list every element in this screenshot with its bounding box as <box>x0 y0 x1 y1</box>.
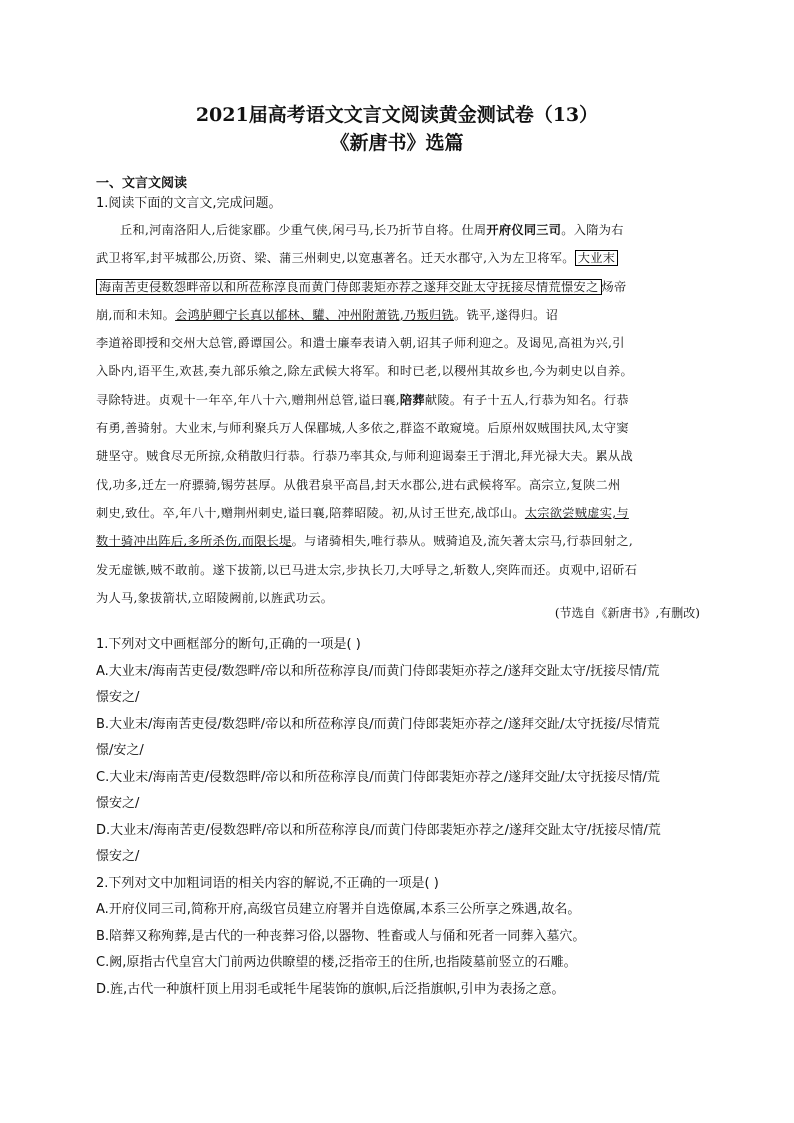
passage-text: 武卫将军,封平城郡公,历资、梁、蒲三州刺史,以宽惠著名。迁天水郡守,入为左卫将军。 <box>96 251 575 266</box>
page-subtitle: 《新唐书》选篇 <box>330 132 464 154</box>
underlined-text: 数十骑冲出阵后,多所杀伤,而限长堤 <box>96 534 292 549</box>
source-note: (节选自《新唐书》,有删改) <box>554 606 700 620</box>
boxed-text: 大业末 <box>575 250 618 266</box>
instruction: 1.阅读下面的文言文,完成问题。 <box>96 196 282 211</box>
passage-line <box>96 216 700 244</box>
passage-text: 寻除特进。贞观十一年卒,年八十六,赠荆州总管,谥曰襄, <box>96 392 400 407</box>
passage-line <box>96 386 700 414</box>
passage-text: 刺史,致仕。卒,年八十,赠荆州刺史,谥曰襄,陪葬昭陵。初,从讨王世充,战邙山。 <box>96 505 525 520</box>
option-c: C.阙,原指古代皇宫大门前两边供瞭望的楼,泛指帝王的住所,也指陵墓前竖立的石雕。 <box>96 955 577 970</box>
option-b-cont: 憬/安之/ <box>96 743 144 758</box>
option-d: D.大业末/海南苦吏/侵数怨畔/帝以和所莅称淳良/而黄门侍郎裴矩亦荐之/遂拜交趾太守/抚接尽情/荒 <box>96 822 661 838</box>
option-c-cont: 憬安之/ <box>96 796 140 811</box>
questions <box>96 632 706 1003</box>
passage-line: 琎坚守。贼食尽无所掠,众稍散归行恭。行恭乃率其众,与师利迎谒秦王于渭北,拜光禄大夫。累从战 <box>96 449 633 464</box>
bold-term: 开府仪同三司 <box>486 223 562 237</box>
boxed-text: 海南苦吏侵数怨畔帝以和所莅称淳良而黄门侍郎裴矩亦荐之遂拜交趾太守抚接尽情荒憬安之 <box>96 279 602 295</box>
option-c: C.大业末/海南苦吏/侵数怨畔/帝以和所莅称淳良/而黄门侍郎裴矩亦荐之/遂拜交趾/太守抚接尽情/荒 <box>96 769 660 785</box>
passage-line <box>96 301 700 329</box>
option-a: A.大业末/海南苦吏侵/数怨畔/帝以和所莅称淳良/而黄门侍郎裴矩亦荐之/遂拜交趾太守/抚接尽情/荒 <box>96 663 660 679</box>
passage-line <box>96 499 700 527</box>
passage-text: 。入隋为右 <box>561 223 624 237</box>
option-d-cont: 憬安之/ <box>96 849 140 864</box>
question-1-stem: 1.下列对文中画框部分的断句,正确的一项是( ) <box>96 637 361 652</box>
passage-text: 献陵。有子十五人,行恭为知名。行恭 <box>424 392 629 407</box>
option-d: D.旌,古代一种旗杆顶上用羽毛或牦牛尾装饰的旗帜,后泛指旗帜,引申为表扬之意。 <box>96 981 565 997</box>
passage-line <box>96 273 700 301</box>
passage-text: 炀帝 <box>601 279 627 294</box>
page-title: 2021届高考语文文言文阅读黄金测试卷（13） <box>195 104 599 126</box>
bold-term: 陪葬 <box>399 392 425 407</box>
underlined-text: 会鸿胪卿宁长真以郁林、驩、冲州附萧铣,乃叛归铣 <box>175 307 455 322</box>
question-2-stem: 2.下列对文中加粗词语的相关内容的解说,不正确的一项是( ) <box>96 875 439 891</box>
option-a: A.开府仪同三司,简称开府,高级官员建立府署并自选僚属,本系三公所享之殊遇,故名。 <box>96 902 581 917</box>
passage-text: 。铣平,遂得归。诏 <box>454 307 559 322</box>
passage-text: 丘和,河南洛阳人,后徙家郿。少重气侠,闲弓马,长乃折节自将。仕周 <box>120 223 487 237</box>
passage-line <box>96 527 700 555</box>
passage-text: 。与诸骑相失,唯行恭从。贼骑追及,流矢著太宗马,行恭回射之, <box>291 534 634 549</box>
passage <box>96 216 700 612</box>
option-b: B.大业末/海南苦吏侵/数怨畔/帝以和所莅称淳良/而黄门侍郎裴矩亦荐之/遂拜交趾/太守抚接/尽情荒 <box>96 716 660 732</box>
passage-line: 为人马,象拔箭状,立昭陵阙前,以旌武功云。 <box>96 590 334 605</box>
passage-line: 伐,功多,迁左一府骠骑,锡劳甚厚。从俄君泉平高昌,封天水郡公,进右武候将军。高宗立,复陕二州 <box>96 477 621 492</box>
option-a-cont: 憬安之/ <box>96 690 140 705</box>
option-b: B.陪葬又称殉葬,是古代的一种丧葬习俗,以器物、牲畜或人与俑和死者一同葬入墓穴。 <box>96 928 586 944</box>
passage-line: 入卧内,语平生,欢甚,奏九部乐飨之,除左武候大将军。和时已老,以稷州其故乡也,今为刺史以自养。 <box>96 364 634 379</box>
passage-line <box>96 244 700 272</box>
underlined-text: 太宗欲尝贼虚实,与 <box>524 505 629 520</box>
passage-line: 发无虚镞,贼不敢前。遂下拔箭,以已马进太宗,步执长刀,大呼导之,斩数人,突阵而还。贞观中,诏斫石 <box>96 562 638 577</box>
passage-line: 李道裕即授和交州大总管,爵谭国公。和遣士廉奉表请入朝,诏其子师利迎之。及谒见,高祖为兴,引 <box>96 336 625 351</box>
passage-text: 崩,而和未知。 <box>96 307 176 322</box>
section-heading: 一、文言文阅读 <box>96 176 188 191</box>
passage-line: 有勇,善骑射。大业末,与师利聚兵万人保郿城,人多依之,群盗不敢窥境。后原州奴贼围扶风,太守窦 <box>96 421 629 436</box>
